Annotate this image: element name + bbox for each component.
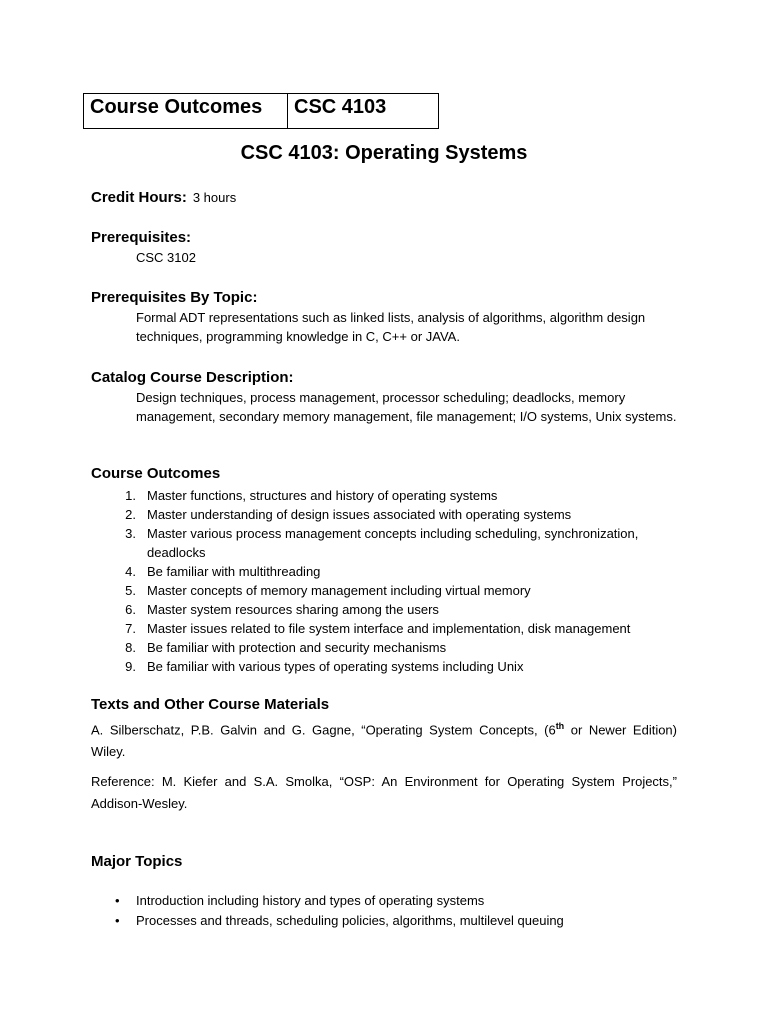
texts-main-superscript: th bbox=[555, 721, 565, 731]
list-item-number: 3. bbox=[125, 526, 136, 541]
list-item-text: Master functions, structures and history of operating systems bbox=[147, 488, 498, 503]
list-item-text: Be familiar with various types of operating systems including Unix bbox=[147, 659, 524, 674]
credit-hours bbox=[91, 189, 236, 206]
list-item bbox=[91, 891, 681, 911]
header-table bbox=[83, 93, 439, 129]
list-item bbox=[91, 562, 681, 581]
list-item-text: Be familiar with multithreading bbox=[147, 564, 321, 579]
prerequisites-value: CSC 3102 bbox=[136, 250, 196, 265]
list-item bbox=[91, 619, 681, 638]
list-item bbox=[91, 581, 681, 600]
list-item bbox=[91, 600, 681, 619]
list-item-text: Master various process management concepts including scheduling, synchronization, deadlocks bbox=[147, 526, 639, 560]
list-item-text: Master issues related to file system interface and implementation, disk management bbox=[147, 621, 631, 636]
list-item-number: 8. bbox=[125, 640, 136, 655]
credit-hours-label: Credit Hours: bbox=[91, 189, 187, 206]
list-item bbox=[91, 638, 681, 657]
list-item-number: 7. bbox=[125, 621, 136, 636]
texts-heading: Texts and Other Course Materials bbox=[91, 696, 330, 713]
texts-main-part1: A. Silberschatz, P.B. Galvin and G. Gagne, “Operating System Concepts, (6 bbox=[91, 722, 556, 738]
list-item-number: 5. bbox=[125, 583, 136, 598]
list-item-text: Master understanding of design issues associated with operating systems bbox=[147, 507, 572, 522]
major-topics-list bbox=[91, 891, 681, 931]
list-item bbox=[91, 486, 681, 505]
texts-main bbox=[91, 715, 677, 763]
list-item-text: Master concepts of memory management including virtual memory bbox=[147, 583, 531, 598]
texts-reference: Reference: M. Kiefer and S.A. Smolka, “OSP: An Environment for Operating System Projects,” Addison-Wesley. bbox=[91, 774, 677, 811]
texts-main-part2: or Newer Edition) Wiley. bbox=[91, 722, 677, 760]
prereq-by-topic-text: Formal ADT representations such as linked lists, analysis of algorithms, algorithm design techniques, programming knowledge in C, C++ or JAVA. bbox=[136, 310, 646, 344]
list-item-number: 6. bbox=[125, 602, 136, 617]
catalog-text: Design techniques, process management, processor scheduling; deadlocks, memory management, secondary memory management, file management; I/O systems, Unix systems. bbox=[136, 390, 677, 424]
list-item-text: Master system resources sharing among the users bbox=[147, 602, 439, 617]
credit-hours-value: 3 hours bbox=[192, 190, 237, 205]
prerequisites-heading: Prerequisites: bbox=[91, 229, 192, 246]
header-course-code: CSC 4103 bbox=[288, 94, 439, 129]
catalog-heading: Catalog Course Description: bbox=[91, 369, 294, 386]
list-item-number: 2. bbox=[125, 507, 136, 522]
list-item bbox=[91, 505, 681, 524]
list-item-number: 4. bbox=[125, 564, 136, 579]
prereq-by-topic-heading: Prerequisites By Topic: bbox=[91, 289, 258, 306]
list-item bbox=[91, 657, 681, 676]
list-item-text: Processes and threads, scheduling policies, algorithms, multilevel queuing bbox=[136, 913, 564, 928]
list-item bbox=[91, 911, 681, 931]
list-item-number: 1. bbox=[125, 488, 136, 503]
major-topics-heading: Major Topics bbox=[91, 853, 183, 870]
list-item-text: Introduction including history and types of operating systems bbox=[136, 893, 485, 908]
list-item-text: Be familiar with protection and security mechanisms bbox=[147, 640, 447, 655]
list-item bbox=[91, 524, 681, 562]
page-title: CSC 4103: Operating Systems bbox=[240, 142, 528, 164]
bullet-icon: • bbox=[115, 893, 120, 908]
list-item-number: 9. bbox=[125, 659, 136, 674]
header-course-outcomes: Course Outcomes bbox=[84, 94, 288, 129]
bullet-icon: • bbox=[115, 913, 120, 928]
course-outcomes-list bbox=[91, 486, 681, 676]
course-outcomes-heading: Course Outcomes bbox=[91, 465, 221, 482]
